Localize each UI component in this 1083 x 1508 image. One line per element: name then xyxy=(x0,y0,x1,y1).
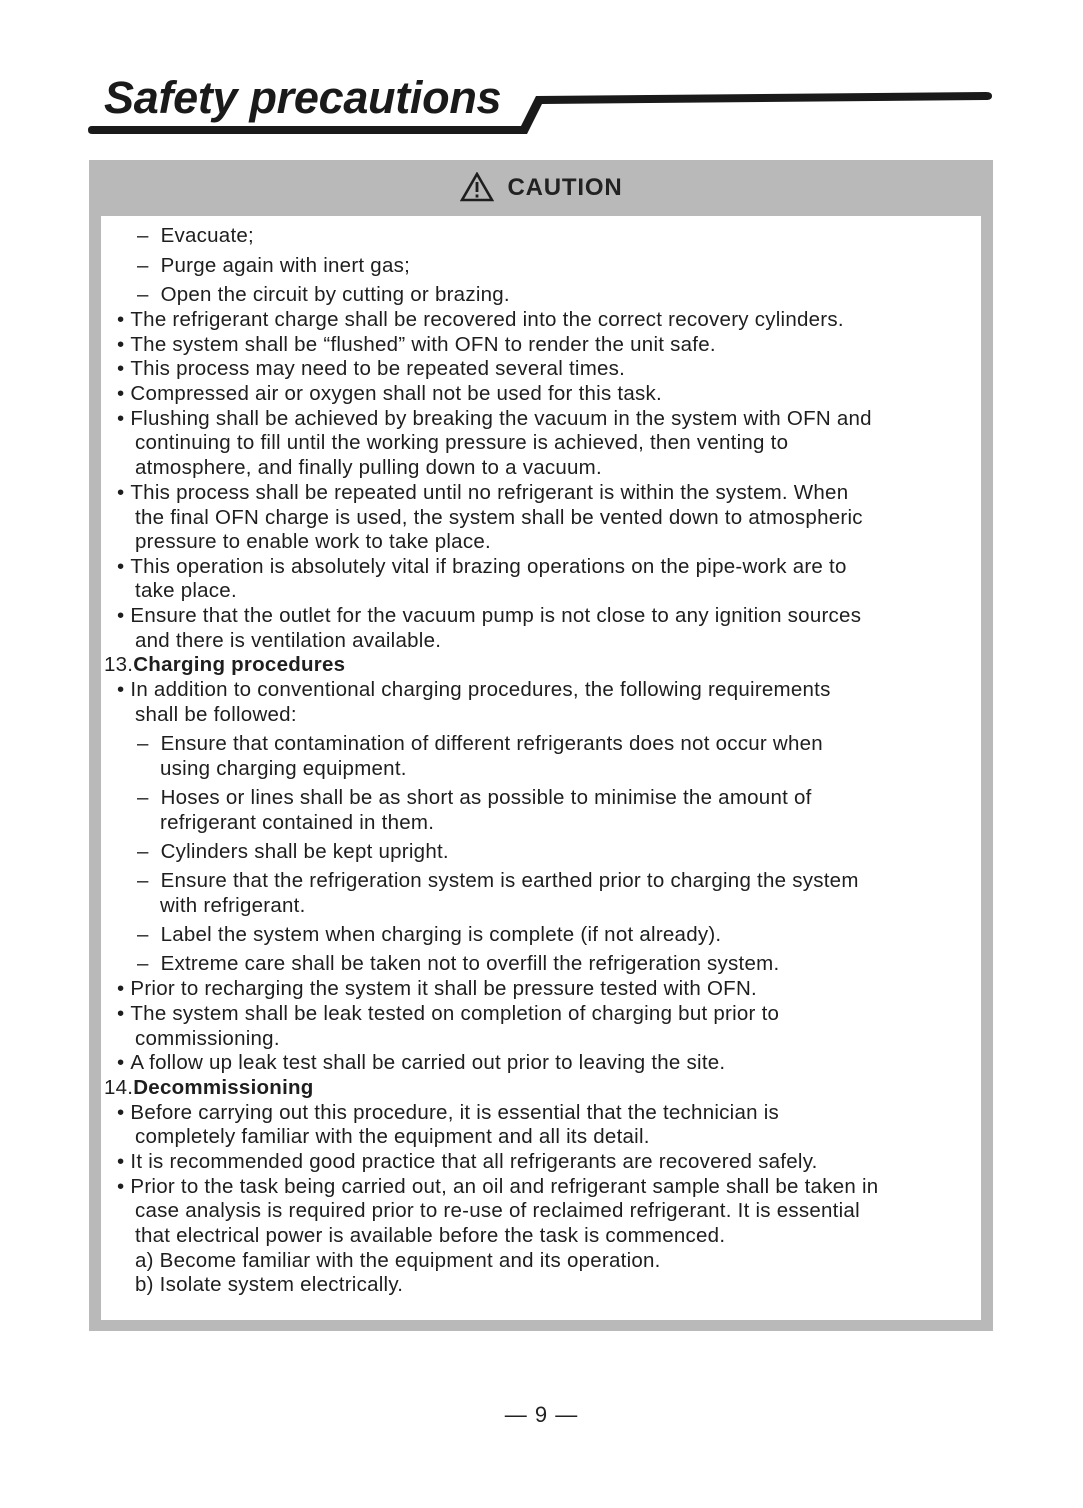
caution-header xyxy=(89,160,993,216)
caution-label: CAUTION xyxy=(507,174,623,201)
dash-item: – Purge again with inert gas; xyxy=(137,254,411,277)
dash-item: – Ensure that the refrigeration system is earthed prior to charging the system xyxy=(137,869,859,892)
bullet-item: • This process may need to be repeated several times. xyxy=(117,357,626,380)
sub-step: a) Become familiar with the equipment and its operation. xyxy=(135,1249,661,1272)
title-underline xyxy=(86,86,996,140)
bullet-continuation: continuing to fill until the working pressure is achieved, then venting to xyxy=(135,431,789,454)
bullet-item: • Prior to the task being carried out, an oil and refrigerant sample shall be taken in xyxy=(117,1175,879,1198)
bullet-continuation: case analysis is required prior to re-use of reclaimed refrigerant. It is essential xyxy=(135,1199,860,1222)
bullet-continuation: pressure to enable work to take place. xyxy=(135,530,491,553)
dash-continuation: using charging equipment. xyxy=(160,757,407,780)
page-title: Safety precautions xyxy=(104,72,502,123)
bullet-item: • It is recommended good practice that all refrigerants are recovered safely. xyxy=(117,1150,818,1173)
bullet-item: • This operation is absolutely vital if brazing operations on the pipe-work are to xyxy=(117,555,847,578)
dash-continuation: refrigerant contained in them. xyxy=(160,811,435,834)
dash-item: – Label the system when charging is complete (if not already). xyxy=(137,923,722,946)
bullet-continuation: and there is ventilation available. xyxy=(135,629,442,652)
bullet-item: • This process shall be repeated until no refrigerant is within the system. When xyxy=(117,481,849,504)
bullet-continuation: that electrical power is available before the task is commenced. xyxy=(135,1224,726,1247)
bullet-item: • Compressed air or oxygen shall not be used for this task. xyxy=(117,382,662,405)
bullet-continuation: atmosphere, and finally pulling down to a vacuum. xyxy=(135,456,602,479)
warning-triangle-icon xyxy=(460,172,494,202)
bullet-item: • Ensure that the outlet for the vacuum pump is not close to any ignition sources xyxy=(117,604,862,627)
bullet-continuation: the final OFN charge is used, the system shall be vented down to atmospheric xyxy=(135,506,863,529)
bullet-item: • A follow up leak test shall be carried out prior to leaving the site. xyxy=(117,1051,726,1074)
sub-step: b) Isolate system electrically. xyxy=(135,1273,404,1296)
bullet-item: • In addition to conventional charging procedures, the following requirements xyxy=(117,678,831,701)
bullet-continuation: commissioning. xyxy=(135,1027,280,1050)
bullet-item: • The system shall be leak tested on completion of charging but prior to xyxy=(117,1002,780,1025)
bullet-continuation: completely familiar with the equipment and all its detail. xyxy=(135,1125,650,1148)
bullet-item: • The refrigerant charge shall be recovered into the correct recovery cylinders. xyxy=(117,308,844,331)
bullet-item: • The system shall be “flushed” with OFN to render the unit safe. xyxy=(117,333,716,356)
section-heading-charging: 13.Charging procedures xyxy=(104,653,346,676)
dash-item: – Open the circuit by cutting or brazing. xyxy=(137,283,510,306)
dash-item: – Extreme care shall be taken not to overfill the refrigeration system. xyxy=(137,952,780,975)
bullet-item: • Flushing shall be achieved by breaking the vacuum in the system with OFN and xyxy=(117,407,872,430)
bullet-continuation: take place. xyxy=(135,579,237,602)
dash-continuation: with refrigerant. xyxy=(160,894,306,917)
dash-item: – Evacuate; xyxy=(137,224,254,247)
page-number: — 9 — xyxy=(504,1402,579,1427)
dash-item: – Cylinders shall be kept upright. xyxy=(137,840,449,863)
dash-item: – Ensure that contamination of different refrigerants does not occur when xyxy=(137,732,823,755)
section-heading-decommissioning: 14.Decommissioning xyxy=(104,1076,314,1099)
bullet-item: • Before carrying out this procedure, it is essential that the technician is xyxy=(117,1101,780,1124)
dash-item: – Hoses or lines shall be as short as possible to minimise the amount of xyxy=(137,786,812,809)
bullet-item: • Prior to recharging the system it shall be pressure tested with OFN. xyxy=(117,977,757,1000)
bullet-continuation: shall be followed: xyxy=(135,703,297,726)
